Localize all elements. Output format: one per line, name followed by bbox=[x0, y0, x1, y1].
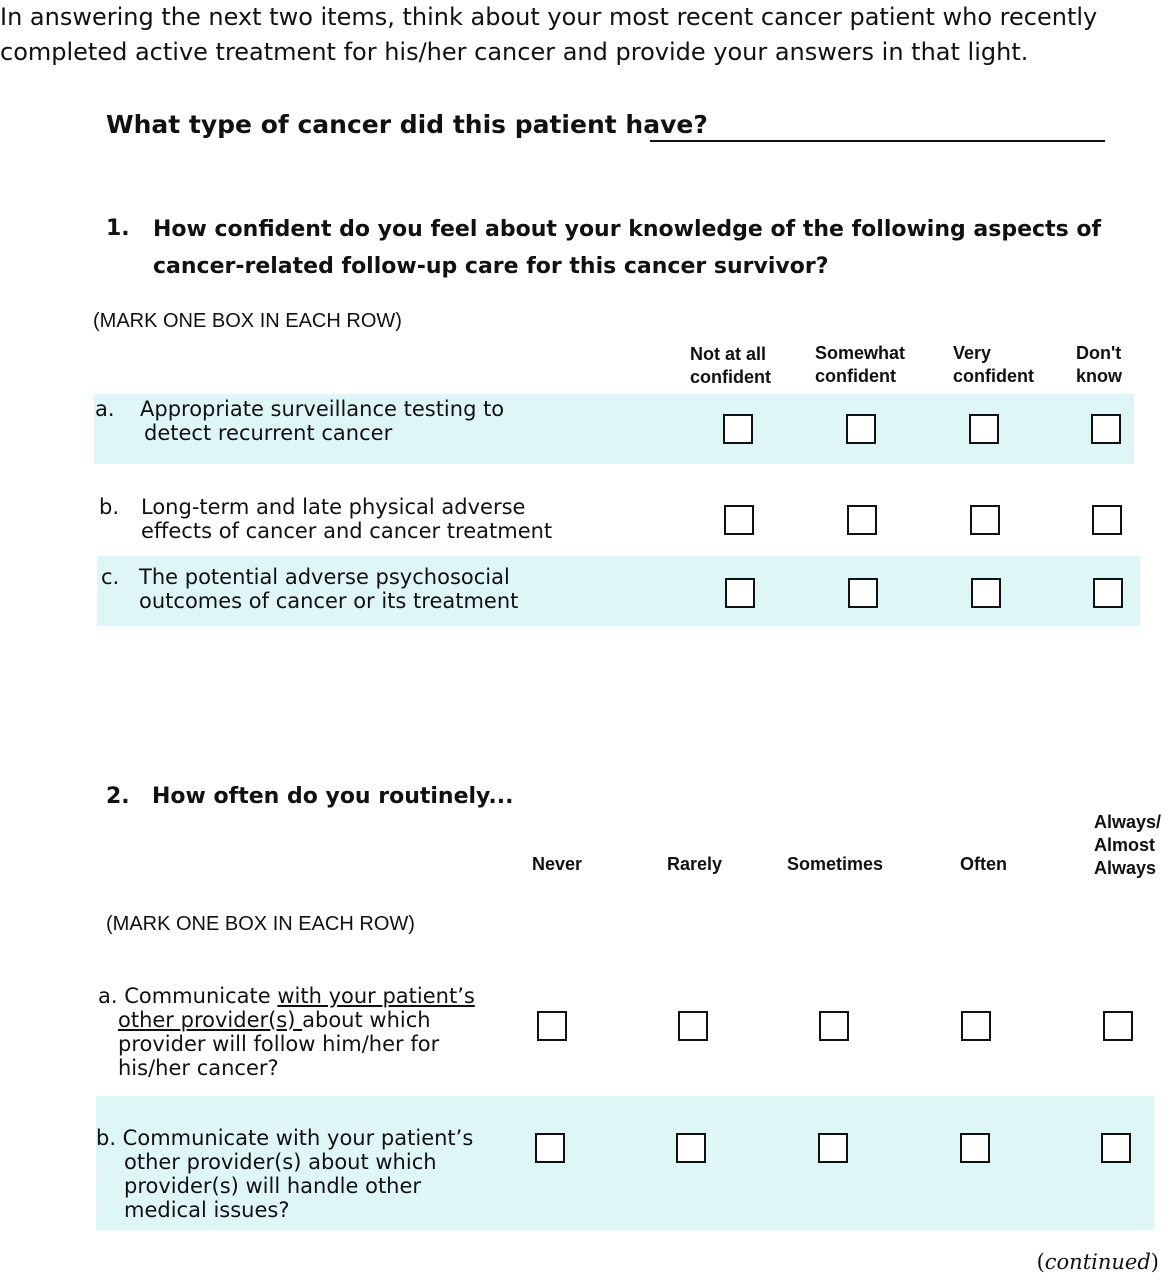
q1-col-label: confident bbox=[690, 367, 771, 387]
q2-col-label: Always/ bbox=[1094, 812, 1162, 832]
q2-b-always-checkbox[interactable] bbox=[1101, 1133, 1131, 1163]
q2-item-b-line3: provider(s) will handle other bbox=[124, 1174, 422, 1198]
q1-number: 1. bbox=[106, 216, 130, 241]
q1-b-dont-know-checkbox[interactable] bbox=[1092, 505, 1122, 535]
cancer-type-answer-line[interactable] bbox=[650, 140, 1105, 142]
q1-a-very-confident-checkbox[interactable] bbox=[969, 414, 999, 444]
q2-col-label: Always bbox=[1094, 858, 1157, 878]
q1-item-b-line2: effects of cancer and cancer treatment bbox=[141, 519, 553, 543]
q2-number: 2. bbox=[106, 784, 130, 809]
continued-open-paren: ( bbox=[1036, 1250, 1045, 1274]
q1-col-label: confident bbox=[815, 366, 896, 386]
q2-item-a-line2-plain: about which bbox=[302, 1008, 431, 1032]
q1-c-somewhat-confident-checkbox[interactable] bbox=[848, 578, 878, 608]
q2-col-sometimes: Sometimes bbox=[787, 854, 884, 874]
q1-b-not-at-all-confident-checkbox[interactable] bbox=[724, 505, 754, 535]
q2-col-rarely: Rarely bbox=[667, 854, 723, 874]
q1-b-somewhat-confident-checkbox[interactable] bbox=[847, 505, 877, 535]
q2-item-a-line3: provider will follow him/her for bbox=[118, 1032, 440, 1056]
continued-close-paren: ) bbox=[1150, 1250, 1159, 1274]
q1-question-line1: How confident do you feel about your knowledge of the following aspects of bbox=[153, 217, 1102, 242]
q2-b-often-checkbox[interactable] bbox=[960, 1133, 990, 1163]
q1-col-label: Somewhat bbox=[815, 343, 906, 363]
q1-item-c-letter: c. bbox=[101, 565, 120, 589]
q2-item-b-line2: other provider(s) about which bbox=[124, 1150, 437, 1174]
q2-col-label: Almost bbox=[1094, 835, 1156, 855]
q2-item-a-line2-underlined: other provider(s) bbox=[118, 1008, 303, 1032]
q1-c-very-confident-checkbox[interactable] bbox=[971, 578, 1001, 608]
q2-a-never-checkbox[interactable] bbox=[537, 1011, 567, 1041]
q2-a-sometimes-checkbox[interactable] bbox=[819, 1011, 849, 1041]
q2-item-a-text bbox=[98, 984, 475, 1080]
q1-instruction: (MARK ONE BOX IN EACH ROW) bbox=[93, 310, 402, 332]
q1-c-dont-know-checkbox[interactable] bbox=[1093, 578, 1123, 608]
q1-col-not-at-all-confident bbox=[690, 343, 771, 389]
q1-col-label: know bbox=[1076, 366, 1123, 386]
q2-col-often: Often bbox=[960, 854, 1007, 874]
q1-item-a-text bbox=[140, 397, 504, 445]
q1-col-label: confident bbox=[953, 366, 1034, 386]
q2-item-a-line1-underlined: with your patient’s bbox=[277, 984, 475, 1008]
q2-item-b-line4: medical issues? bbox=[124, 1198, 290, 1222]
q1-c-not-at-all-confident-checkbox[interactable] bbox=[725, 578, 755, 608]
q1-item-c-line1: The potential adverse psychosocial bbox=[139, 565, 510, 589]
q1-item-b-text bbox=[141, 495, 552, 543]
q2-item-a-line2 bbox=[98, 1008, 475, 1032]
continued-note bbox=[1037, 1250, 1159, 1274]
q1-item-a-letter: a. bbox=[95, 397, 115, 421]
q2-item-b-line1: b. Communicate with your patient’s bbox=[96, 1126, 474, 1150]
q1-question-line2: cancer-related follow-up care for this cancer survivor? bbox=[153, 254, 829, 279]
q1-item-b-line1: Long-term and late physical adverse bbox=[141, 495, 526, 519]
q1-col-dont-know bbox=[1076, 342, 1122, 388]
q2-item-a-line1 bbox=[98, 984, 475, 1008]
q1-a-somewhat-confident-checkbox[interactable] bbox=[846, 414, 876, 444]
q1-item-c-line2: outcomes of cancer or its treatment bbox=[139, 589, 519, 613]
q1-col-label: Don't bbox=[1076, 343, 1122, 363]
q2-b-never-checkbox[interactable] bbox=[535, 1133, 565, 1163]
q2-item-a-line1-plain: a. Communicate bbox=[98, 984, 278, 1008]
q2-col-always-almost-always bbox=[1094, 811, 1161, 880]
q1-a-dont-know-checkbox[interactable] bbox=[1091, 414, 1121, 444]
q2-a-often-checkbox[interactable] bbox=[961, 1011, 991, 1041]
q1-col-label: Very bbox=[953, 343, 992, 363]
q1-item-a-line1: Appropriate surveillance testing to bbox=[140, 397, 505, 421]
q1-item-a-line2: detect recurrent cancer bbox=[144, 421, 393, 445]
q1-question bbox=[153, 211, 1101, 285]
q2-question: How often do you routinely... bbox=[152, 784, 514, 809]
q2-col-never: Never bbox=[532, 854, 583, 874]
q1-item-c-text bbox=[139, 565, 518, 613]
q1-a-not-at-all-confident-checkbox[interactable] bbox=[723, 414, 753, 444]
q2-b-rarely-checkbox[interactable] bbox=[676, 1133, 706, 1163]
q2-instruction: (MARK ONE BOX IN EACH ROW) bbox=[106, 913, 415, 935]
q2-item-a-line4: his/her cancer? bbox=[118, 1056, 279, 1080]
q2-item-b-text bbox=[96, 1126, 473, 1222]
cancer-type-question: What type of cancer did this patient have? bbox=[106, 110, 708, 139]
q2-a-always-checkbox[interactable] bbox=[1103, 1011, 1133, 1041]
q1-col-very-confident bbox=[953, 342, 1034, 388]
q1-item-b-letter: b. bbox=[99, 495, 120, 519]
q1-col-label: Not at all bbox=[690, 344, 767, 364]
intro-text: In answering the next two items, think about your most recent cancer patient who recently completed active treatment for his/her cancer and provide your answers in that light. bbox=[0, 3, 1098, 66]
q2-a-rarely-checkbox[interactable] bbox=[678, 1011, 708, 1041]
q1-b-very-confident-checkbox[interactable] bbox=[970, 505, 1000, 535]
q2-b-sometimes-checkbox[interactable] bbox=[818, 1133, 848, 1163]
q1-col-somewhat-confident bbox=[815, 342, 905, 388]
continued-word: continued bbox=[1044, 1250, 1151, 1274]
